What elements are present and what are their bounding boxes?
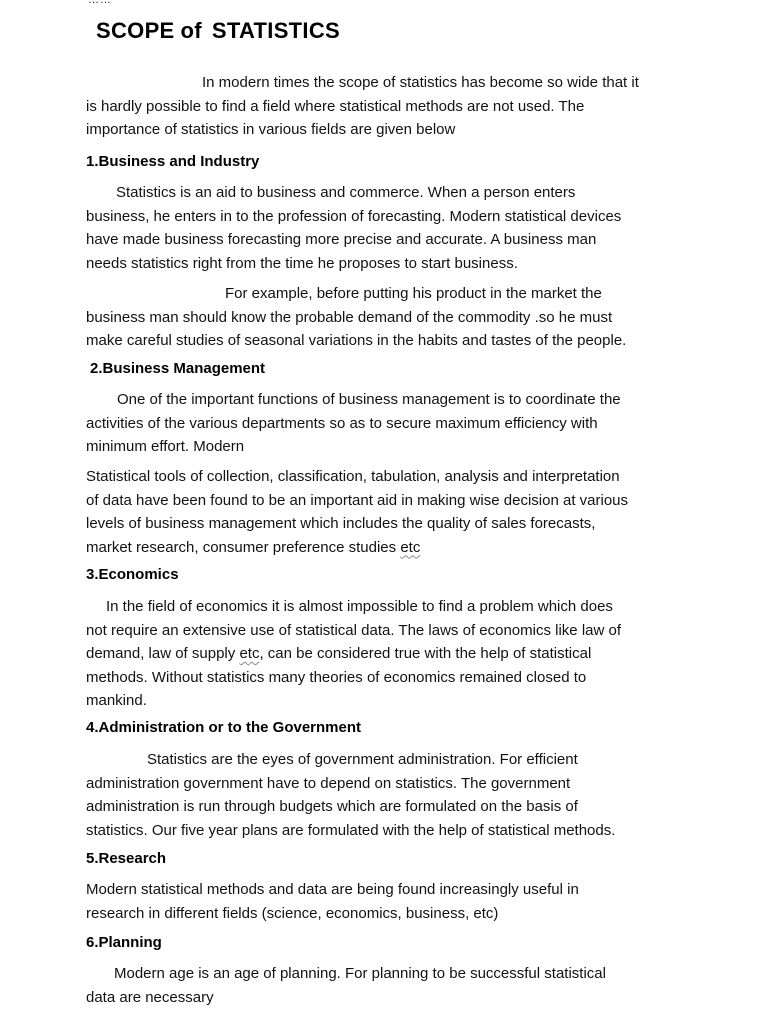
- section-heading-economics: 3.Economics: [86, 566, 179, 583]
- paragraph-line: minimum effort. Modern: [86, 438, 245, 455]
- paragraph-line: of data have been found to be an important aid in making wise decision at various: [86, 491, 629, 509]
- paragraph-line: methods. Without statistics many theories of economics remained closed to: [86, 668, 587, 686]
- paragraph-line: For example, before putting his product in the market the: [225, 285, 602, 302]
- paragraph-line: Modern age is an age of planning. For planning to be successful statistical: [114, 965, 606, 982]
- paragraph-line: importance of statistics in various fields are given below: [86, 121, 456, 138]
- paragraph-line: make careful studies of seasonal variations in the habits and tastes of the people.: [86, 332, 627, 349]
- paragraph-line: In the field of economics it is almost impossible to find a problem which does: [106, 598, 613, 615]
- business-management-paragraph-2: [86, 465, 726, 559]
- paragraph-line: have made business forecasting more precise and accurate. A business man: [86, 231, 597, 248]
- paragraph-line: levels of business management which includes the quality of sales forecasts,: [86, 515, 596, 532]
- business-management-paragraph-1: [86, 388, 726, 459]
- page-top-fragment: ……: [88, 0, 112, 6]
- line-text: demand, law of supply: [86, 645, 236, 662]
- paragraph-line: business, he enters in to the profession of forecasting. Modern statistical devices: [86, 207, 622, 225]
- paragraph-line: One of the important functions of business management is to coordinate the: [117, 391, 621, 408]
- paragraph-line: Modern statistical methods and data are being found increasingly useful in: [86, 881, 579, 898]
- title-word-of: of: [180, 18, 202, 43]
- business-industry-paragraph-2: [86, 282, 726, 353]
- research-paragraph: [86, 878, 726, 925]
- line-text: , can be considered true with the help of statistical: [259, 645, 592, 662]
- paragraph-line: Statistics are the eyes of government administration. For efficient: [147, 751, 578, 768]
- paragraph-line: [86, 536, 726, 560]
- administration-paragraph: [86, 748, 726, 842]
- paragraph-line: administration is run through budgets which are formulated on the basis of: [86, 798, 578, 815]
- paragraph-line: Statistics is an aid to business and commerce. When a person enters: [116, 184, 576, 201]
- paragraph-line: is hardly possible to find a field where statistical methods are not used. The: [86, 97, 585, 115]
- section-heading-business-management: 2.Business Management: [90, 360, 266, 377]
- paragraph-line: data are necessary: [86, 988, 214, 1006]
- paragraph-line: activities of the various departments so as to secure maximum efficiency with: [86, 414, 598, 432]
- paragraph-line: administration government have to depend on statistics. The government: [86, 774, 571, 792]
- section-heading-planning: 6.Planning: [86, 934, 162, 951]
- paragraph-line: In modern times the scope of statistics has become so wide that it: [202, 74, 639, 91]
- title-word-statistics: STATISTICS: [211, 18, 340, 43]
- paragraph-line: business man should know the probable demand of the commodity .so he must: [86, 308, 613, 326]
- section-heading-business-industry: 1.Business and Industry: [86, 153, 260, 170]
- planning-paragraph: [86, 962, 726, 1009]
- paragraph-line: [86, 642, 726, 666]
- economics-paragraph: [86, 595, 726, 713]
- section-heading-administration: 4.Administration or to the Government: [86, 719, 362, 736]
- paragraph-line: statistics. Our five year plans are formulated with the help of statistical methods.: [86, 821, 616, 839]
- intro-paragraph: [86, 71, 726, 142]
- business-industry-paragraph-1: [86, 181, 726, 275]
- paragraph-line: needs statistics right from the time he proposes to start business.: [86, 254, 518, 272]
- line-text: market research, consumer preference studies: [86, 538, 397, 556]
- page-title: [96, 18, 340, 44]
- paragraph-line: not require an extensive use of statistical data. The laws of economics like law of: [86, 621, 621, 639]
- paragraph-line: research in different fields (science, economics, business, etc): [86, 904, 499, 922]
- paragraph-line: mankind.: [86, 692, 147, 709]
- spellcheck-word: etc: [400, 538, 421, 556]
- spellcheck-word: etc: [239, 645, 260, 662]
- title-word-scope: SCOPE: [96, 18, 175, 43]
- section-heading-research: 5.Research: [86, 850, 167, 867]
- paragraph-line: Statistical tools of collection, classification, tabulation, analysis and interpretation: [86, 468, 620, 485]
